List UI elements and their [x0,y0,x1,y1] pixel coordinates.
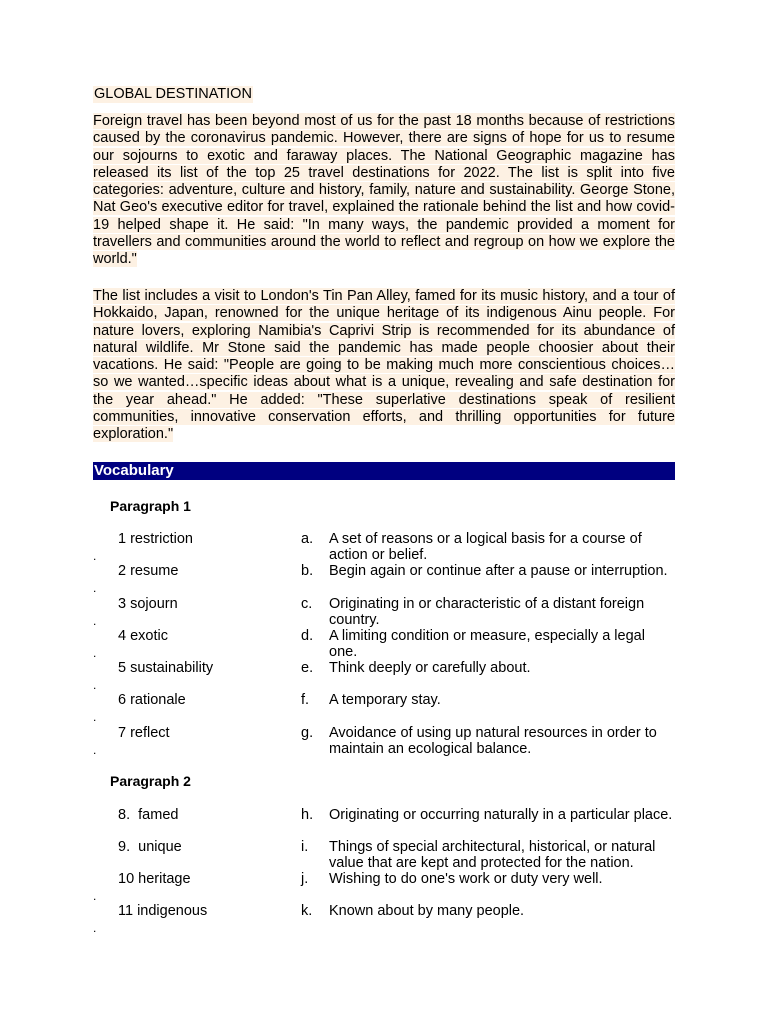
vocab-letter: a. [301,531,314,547]
paragraph-1 [93,113,675,269]
row-marker: . [93,921,97,935]
section-heading-paragraph-1: Paragraph 1 [110,498,191,514]
vocab-letter: f. [301,692,310,708]
vocab-definition: A limiting condition or measure, especially a legal one. [329,628,645,660]
document-title: GLOBAL DESTINATION [94,86,252,102]
row-marker: . [93,678,97,692]
vocab-definition: Known about by many people. [329,903,525,919]
row-marker: . [93,743,97,757]
vocab-definition: Originating in or characteristic of a distant foreign country. [329,596,645,628]
vocab-row [0,807,768,839]
vocab-row [0,903,768,935]
vocab-letter: e. [301,660,314,676]
vocab-row [0,660,768,692]
paragraph-2 [93,288,675,444]
vocab-row [0,531,768,563]
vocab-term: 3 sojourn [118,596,178,612]
vocab-term: 5 sustainability [118,660,214,676]
row-marker: . [93,710,97,724]
vocab-definition: Think deeply or carefully about. [329,660,531,676]
section-heading-paragraph-2: Paragraph 2 [110,773,191,789]
vocab-row [0,871,768,903]
vocab-row [0,563,768,595]
vocab-definition: Things of special architectural, historical, or natural value that are kept and protected for the nation. [329,839,656,871]
vocab-definition: Wishing to do one's work or duty very well. [329,871,603,887]
paragraph-2-text: The list includes a visit to London's Tin Pan Alley, famed for its music history, and a tour of Hokkaido, Japan, renowned for the unique heritage of its indigenous Ainu people. For nature lovers, exploring Namibia's Caprivi Strip is recommended for its abundance of natural wildlife. Mr Stone said the pandemic has made people choosier about their vacations. He said: "People are going to be making much more conscientious choices… so we wanted…specific ideas about what is a unique, revealing and safe destination for the year ahead." He added: "These superlative destinations speak of resilient communities, innovative conservation efforts, and thrilling opportunities for future exploration." [93,288,675,443]
vocab-row [0,596,768,628]
vocab-term: 11 indigenous [118,903,208,919]
vocab-term: 1 restriction [118,531,193,547]
vocab-term: 2 resume [118,563,179,579]
vocab-row [0,628,768,660]
vocab-row [0,725,768,757]
vocab-term: 4 exotic [118,628,168,644]
vocab-letter: h. [301,807,314,823]
row-marker: . [93,614,97,628]
vocab-row [0,839,768,871]
vocab-letter: c. [301,596,313,612]
vocab-definition: A temporary stay. [329,692,441,708]
vocab-term: 6 rationale [118,692,186,708]
row-marker: . [93,889,97,903]
vocab-term: 7 reflect [118,725,170,741]
vocab-definition: Avoidance of using up natural resources in order to maintain an ecological balance. [329,725,657,757]
vocab-row [0,692,768,724]
vocab-letter: j. [301,871,309,887]
vocab-letter: d. [301,628,314,644]
vocab-definition: Originating or occurring naturally in a particular place. [329,807,673,823]
vocabulary-heading: Vocabulary [93,462,675,480]
vocab-term: 9. unique [118,839,182,855]
vocab-definition: Begin again or continue after a pause or interruption. [329,563,668,579]
vocab-term: 8. famed [118,807,179,823]
paragraph-1-text: Foreign travel has been beyond most of us for the past 18 months because of restrictions caused by the coronavirus pandemic. However, there are signs of hope for us to resume our sojourns to exotic and faraway places. The National Geographic magazine has released its list of the top 25 travel destinations for 2022. The list is split into five categories: adventure, culture and history, family, nature and sustainability. George Stone, Nat Geo's executive editor for travel, explained the rationale behind the list and how covid-19 helped shape it. He said: "In many ways, the pandemic provided a moment for travellers and communities around the world to reflect and regroup on how we explore the world." [93,113,675,268]
row-marker: . [93,646,97,660]
vocab-letter: g. [301,725,314,741]
vocab-letter: k. [301,903,313,919]
vocab-definition: A set of reasons or a logical basis for a course of action or belief. [329,531,642,563]
row-marker: . [93,549,97,563]
vocab-letter: i. [301,839,309,855]
row-marker: . [93,581,97,595]
vocab-term: 10 heritage [118,871,191,887]
vocab-letter: b. [301,563,314,579]
